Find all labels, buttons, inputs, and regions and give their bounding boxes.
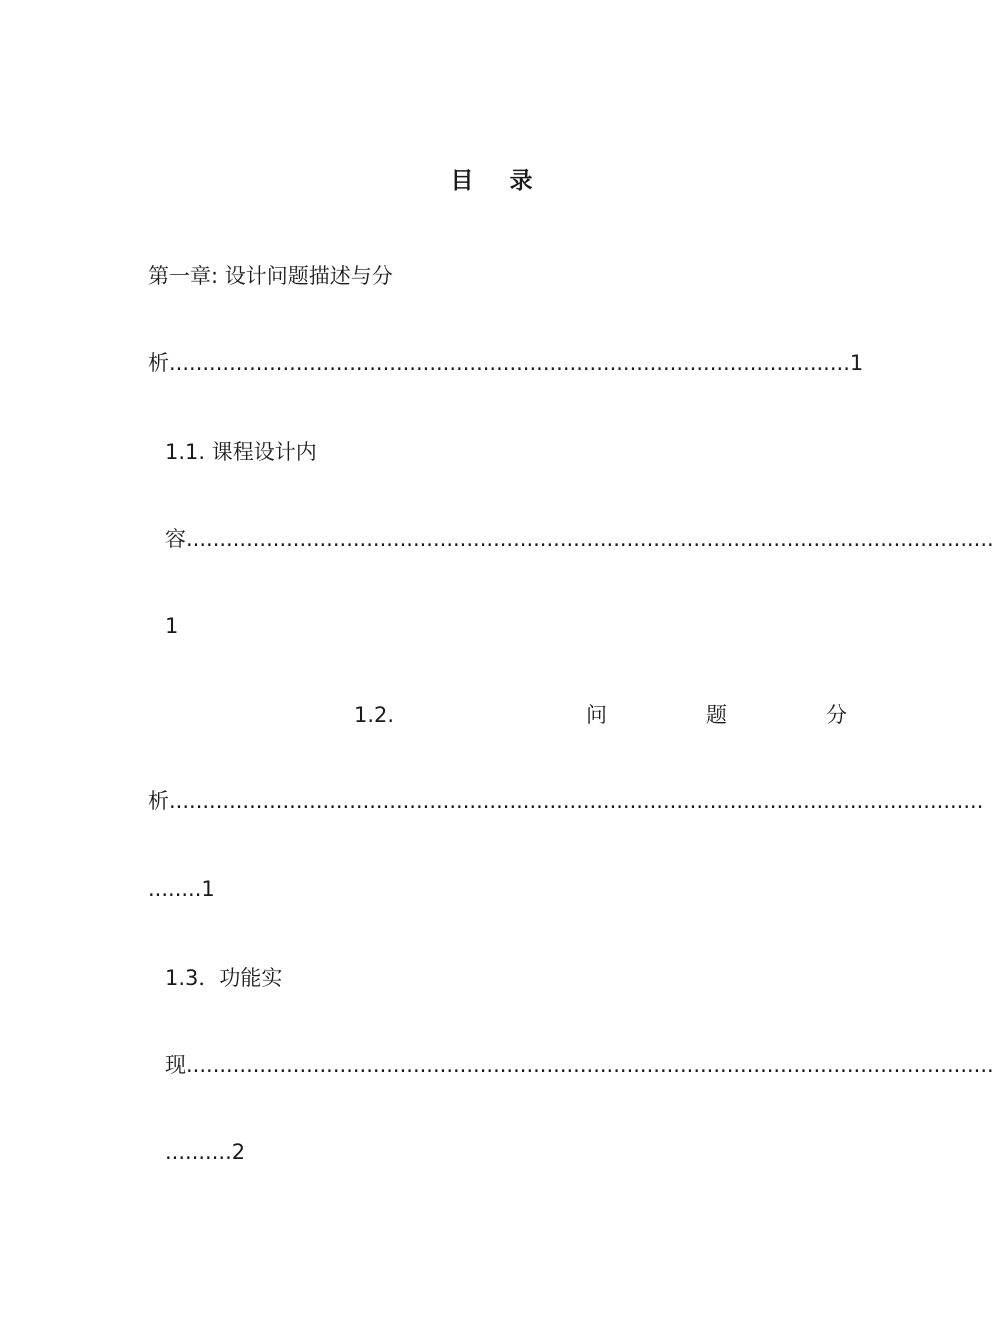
toc-entry-1-3-page[interactable]: ..........2 [165, 1140, 246, 1164]
toc-title: 目 录 [450, 168, 547, 194]
toc-entry-1-2-word-1[interactable]: 问 [586, 703, 607, 727]
toc-entry-1-3-label[interactable]: 1.3．功能实 [165, 966, 283, 990]
toc-entry-1-3-leader[interactable]: 现......................................................................................................................... [165, 1053, 994, 1077]
toc-entry-1-1-label[interactable]: 1.1. 课程设计内 [165, 440, 317, 464]
toc-entry-1-2-number[interactable]: 1.2. [354, 703, 395, 727]
toc-entry-1-2-leader[interactable]: 析.......................................................................................................................... [148, 789, 984, 813]
toc-entry-1-2-page[interactable]: ........1 [148, 877, 215, 901]
toc-entry-1-2-word-3[interactable]: 分 [826, 703, 847, 727]
toc-entry-chapter1-label[interactable]: 第一章: 设计问题描述与分 [148, 264, 393, 288]
toc-entry-1-1-page[interactable]: 1 [165, 614, 179, 638]
toc-entry-1-2-word-2[interactable]: 题 [706, 703, 727, 727]
toc-entry-1-1-leader[interactable]: 容......................................................................................................................... [165, 527, 994, 551]
toc-entry-chapter1-leader[interactable]: 析......................................................................................................1 [148, 351, 864, 375]
